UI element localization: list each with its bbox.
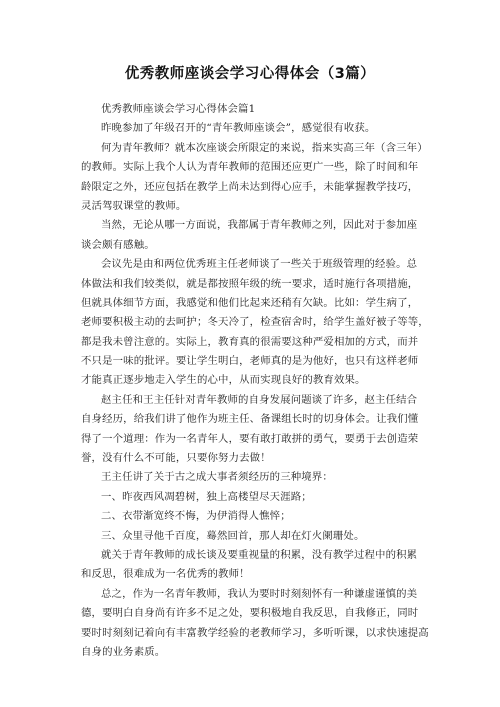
paragraph-line: 不只是一味的批评。要让学生明白，老师真的是为他好，也只有这样老师 [81,355,419,368]
paragraph-line: 得了一个道理：作为一名青年人，要有敢打敢拼的勇气，要勇于去创造荣 [81,432,419,445]
paragraph-line: 谈会颇有感触。 [81,238,155,251]
paragraph-line: 昨晚参加了年级召开的“青年教师座谈会”，感觉很有收获。 [101,122,376,135]
paragraph-line: 二、衣带渐宽终不悔，为伊消得人憔悴； [101,510,291,523]
paragraph-line: 才能真正逐步地走入学生的心中，从而实现良好的教育效果。 [81,374,366,387]
paragraph-line: 自身经历，给我们讲了他作为班主任、备课组长时的切身体会。让我们懂 [81,413,419,426]
document-title: 优秀教师座谈会学习心得体会（3篇） [124,66,376,82]
paragraph-line: 就关于青年教师的成长谈及要重视量的积累，没有教学过程中的积累 [101,548,418,561]
paragraph-line: 王主任讲了关于古之成大事者须经历的三种境界： [101,471,333,484]
paragraph-line: 三、众里寻他千百度，蓦然回首，那人却在灯火阑珊处。 [101,529,365,542]
paragraph-line: 总之，作为一名青年教师，我认为要时时刻刻怀有一种谦虚谨慎的美 [101,587,418,600]
paragraph-line: 优秀教师座谈会学习心得体会篇1 [101,103,256,115]
document-body [81,100,433,662]
paragraph-line: 一、昨夜西风凋碧树，独上高楼望尽天涯路； [101,490,312,503]
paragraph-line: 老师要积极主动的去呵护；冬天冷了，检查宿舍时，给学生盖好被子等等， [81,316,429,329]
paragraph-line: 会议先是由和两位优秀班主任老师谈了一些关于班级管理的经验。总 [101,258,418,271]
paragraph-line: 都是我未曾注意的。实际上，教育真的很需要这种严爱相加的方式，而并 [81,335,419,348]
paragraph-line: 体做法和我们较类似，就是都按照年级的统一要求，适时施行各项措施， [81,277,419,290]
paragraph-line: 灵活驾驭课堂的教师。 [81,199,187,212]
paragraph-line: 和反思，很难成为一名优秀的教师！ [81,568,250,581]
paragraph-line: 赵主任和王主任针对青年教师的自身发展问题谈了许多，赵主任结合 [101,393,418,406]
paragraph-line: 自身的业务素质。 [81,645,166,658]
paragraph-line: 但就具体细节方面，我感觉和他们比起来还稍有欠缺。比如：学生病了， [81,296,419,309]
paragraph-line: 的教师。实际上我个人认为青年教师的范围还应更广一些，除了时间和年 [81,161,419,174]
paragraph-line: 何为青年教师？就本次座谈会所限定的来说，指来实高三年（含三年） [101,141,428,154]
paragraph-line: 要时时刻刻记着向有丰富教学经验的老教师学习，多听听课，以求快速提高 [81,626,429,639]
paragraph-line: 当然，无论从哪一方面说，我都属于青年教师之列，因此对于参加座 [101,219,418,232]
paragraph-line: 龄限定之外，还应包括在教学上尚未达到得心应手，未能掌握教学技巧， [81,180,419,193]
paragraph-line: 德，要明白自身尚有许多不足之处，要积极地自我反思，自我修正，同时 [81,607,419,620]
paragraph-line: 誉，没有什么不可能，只要你努力去做！ [81,452,271,465]
